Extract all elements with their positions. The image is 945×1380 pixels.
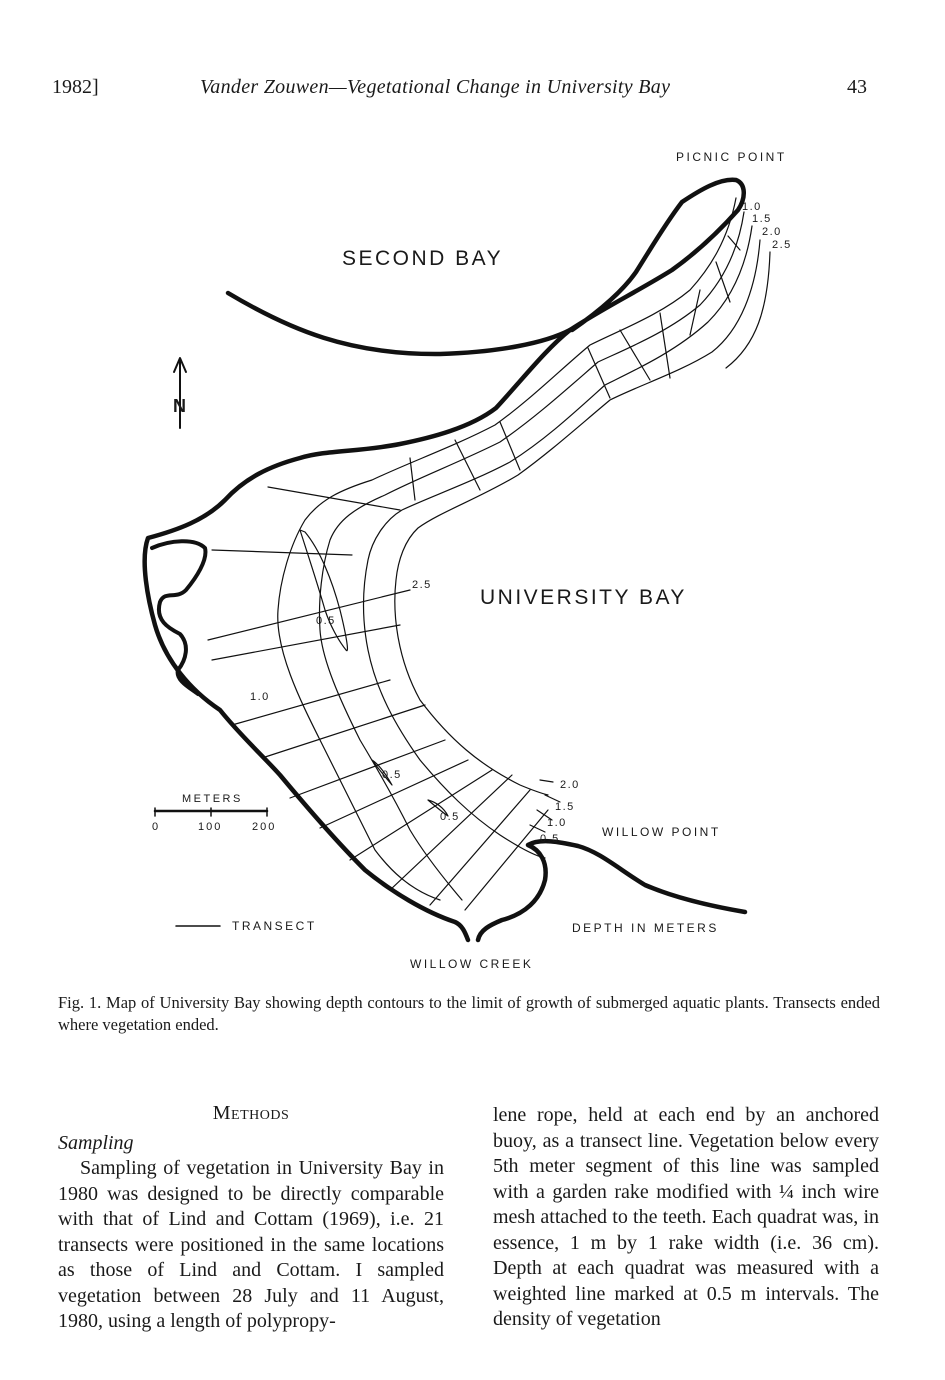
inlet-shoreline (152, 541, 205, 694)
right-column-text: lene rope, held at each end by an anchored buoy, as a transect line. Vegetation below every 5th meter segment of this line was sampled with a garden rake modified with ¼ inch wire mesh attached to the teeth. Each quadrat was, in essence, 1 m by 1 rake width (i.e. 36 cm). Depth at each quadrat was measured with a weighted line marked at 0.5 m intervals. The density of vegetation (493, 1104, 879, 1330)
figure-caption: Fig. 1. Map of University Bay showing depth contours to the limit of growth of submerged aquatic plants. Transects ended where vegetation ended. (58, 993, 880, 1034)
page-number: 43 (847, 76, 867, 98)
depth-label: 0.5 (440, 811, 460, 823)
header-year: 1982] (52, 76, 99, 98)
north-arrow (174, 358, 186, 428)
university-bay-label: UNIVERSITY BAY (480, 586, 687, 609)
section-heading: Methods (212, 1102, 290, 1124)
left-column (58, 1098, 444, 1335)
transect-legend-label: TRANSECT (232, 919, 317, 933)
scale-100-label: 100 (198, 821, 223, 833)
depth-label: 1.0 (547, 817, 567, 829)
depth-label: 1.0 (742, 201, 762, 213)
picnic-point-shoreline (570, 180, 744, 330)
scale-200-label: 200 (252, 821, 277, 833)
willow-creek-label: WILLOW CREEK (410, 957, 534, 971)
scale-0-label: 0 (152, 821, 159, 833)
depth-value-labels (250, 201, 792, 845)
depth-label: 2.0 (762, 226, 782, 238)
scale-meters-label: METERS (182, 793, 243, 805)
scale-bar (155, 808, 267, 816)
second-bay-label: SECOND BAY (342, 247, 504, 270)
transect-lines (208, 236, 740, 910)
second-bay-shoreline (228, 293, 570, 354)
depth-label: 2.5 (412, 579, 432, 591)
running-title: Vander Zouwen—Vegetational Change in University Bay (200, 76, 671, 98)
picnic-point-label: PICNIC POINT (676, 150, 787, 164)
depth-contours (278, 198, 770, 900)
subheading: Sampling (58, 1131, 134, 1154)
depth-label: 1.5 (555, 801, 575, 813)
running-header (0, 76, 945, 106)
depth-label: 2.5 (772, 239, 792, 251)
depth-in-meters-label: DEPTH IN METERS (572, 921, 719, 935)
depth-label: 0.5 (316, 615, 336, 627)
university-bay-shoreline (145, 330, 570, 940)
university-bay-map (0, 140, 945, 980)
north-label: N (173, 396, 186, 416)
depth-label: 1.5 (752, 213, 772, 225)
depth-label: 0.5 (540, 833, 560, 845)
depth-label: 2.0 (560, 779, 580, 791)
right-column (493, 1103, 879, 1333)
left-column-text: Sampling of vegetation in University Bay in 1980 was designed to be directly comparable with that of Lind and Cottam (1969), i.e. 21 transects were positioned in the same locations as those of Lind and Cottam. I sampled vegetation between 28 July and 11 August, 1980, using a length of polypropy- (58, 1157, 444, 1332)
willow-point-label: WILLOW POINT (602, 825, 721, 839)
depth-label: 1.0 (250, 691, 270, 703)
depth-label: 0.5 (382, 769, 402, 781)
